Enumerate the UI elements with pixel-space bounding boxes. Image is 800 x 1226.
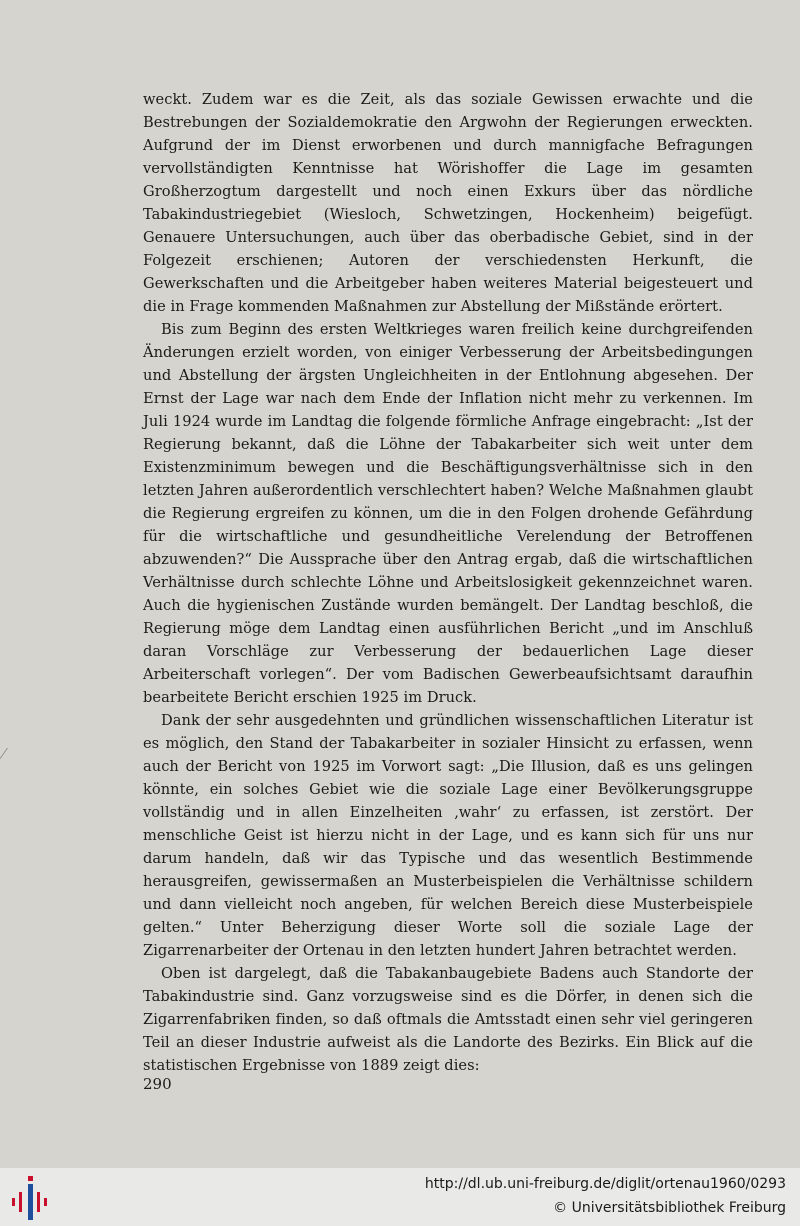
ub-freiburg-logo-icon[interactable]	[10, 1174, 50, 1220]
copyright-notice: © Universitätsbibliothek Freiburg	[553, 1200, 786, 1216]
paragraph-3: Dank der sehr ausgedehnten und gründlichen wissenschaftlichen Literatur ist es möglich, den Stand der Tabakarbeiter in sozialer Hinsicht zu erfassen, wenn auch der Bericht von 1925 im Vorwort sagt: „Die Illusion, daß es uns gelingen könnte, ein solches Gebiet wie die soziale Lage einer Bevölkerungsgruppe vollständig und in allen Einzelheiten ‚wahr‘ zu erfassen, ist zerstört. Der menschliche Geist ist hierzu nicht in der Lage, und es kann sich für uns nur darum handeln, daß wir das Typische und das wesentlich Bestimmende herausgreifen, gewissermaßen an Musterbeispielen die Verhältnisse schildern und dann vielleicht noch angeben, für welchen Bereich diese Musterbeispiele gelten.“ Unter Beherzigung dieser Worte soll die soziale Lage der Zigarrenarbeiter der Ortenau in den letzten hundert Jahren betrachtet werden.	[143, 712, 753, 959]
margin-pencil-mark	[0, 748, 18, 768]
permalink-url[interactable]: http://dl.ub.uni-freiburg.de/diglit/ortenau1960/0293	[424, 1176, 786, 1192]
footer-bar	[0, 1168, 800, 1226]
paragraph-2: Bis zum Beginn des ersten Weltkrieges waren freilich keine durchgreifenden Änderungen erzielt worden, von einiger Verbesserung der Arbeitsbedingungen und Abstellung der ärgsten Ungleichheiten in der Entlohnung abgesehen. Der Ernst der Lage war nach dem Ende der Inflation nicht mehr zu verkennen. Im Juli 1924 wurde im Landtag die folgende förmliche Anfrage eingebracht: „Ist der Regierung bekannt, daß die Löhne der Tabakarbeiter sich weit unter dem Existenzminimum bewegen und die Beschäftigungsverhältnisse sich in den letzten Jahren außerordentlich verschlechtert haben? Welche Maßnahmen glaubt die Regierung ergreifen zu können, um die in den Folgen drohende Gefährdung für die wirtschaftliche und gesundheitliche Verelendung der Betroffenen abzuwenden?“ Die Aussprache über den Antrag ergab, daß die wirtschaftlichen Verhältnisse durch schlechte Löhne und Arbeitslosigkeit gekennzeichnet waren. Auch die hygienischen Zustände wurden bemängelt. Der Landtag beschloß, die Regierung möge dem Landtag einen ausführlichen Bericht „und im Anschluß daran Vorschläge zur Verbesserung der bedauerlichen Lage dieser Arbeiterschaft vorlegen“. Der vom Badischen Gewerbeaufsichtsamt daraufhin bearbeitete Bericht erschien 1925 im Druck.	[143, 321, 753, 706]
page-number: 290	[143, 1075, 172, 1093]
body-text	[143, 88, 753, 1077]
paragraph-1: weckt. Zudem war es die Zeit, als das soziale Gewissen erwachte und die Bestrebungen der Sozialdemokratie den Argwohn der Regierungen erweckten. Aufgrund der im Dienst erworbenen und durch mannigfache Befragungen vervollständigten Kenntnisse hat Wörishoffer die Lage im gesamten Großherzogtum dargestellt und noch einen Exkurs über das nördliche Tabakindustriegebiet (Wiesloch, Schwetzingen, Hockenheim) beigefügt. Genauere Untersuchungen, auch über das oberbadische Gebiet, sind in der Folgezeit erschienen; Autoren der verschiedensten Herkunft, die Gewerkschaften und die Arbeitgeber haben weiteres Material beigesteuert und die in Frage kommenden Maßnahmen zur Abstellung der Mißstände erörtert.	[143, 91, 753, 315]
paragraph-4: Oben ist dargelegt, daß die Tabakanbaugebiete Badens auch Standorte der Tabakindustrie sind. Ganz vorzugsweise sind es die Dörfer, in denen sich die Zigarrenfabriken finden, so daß oftmals die Amtsstadt einen sehr viel geringeren Teil an dieser Industrie aufweist als die Landorte des Bezirks. Ein Blick auf die statistischen Ergebnisse von 1889 zeigt dies:	[143, 965, 753, 1074]
